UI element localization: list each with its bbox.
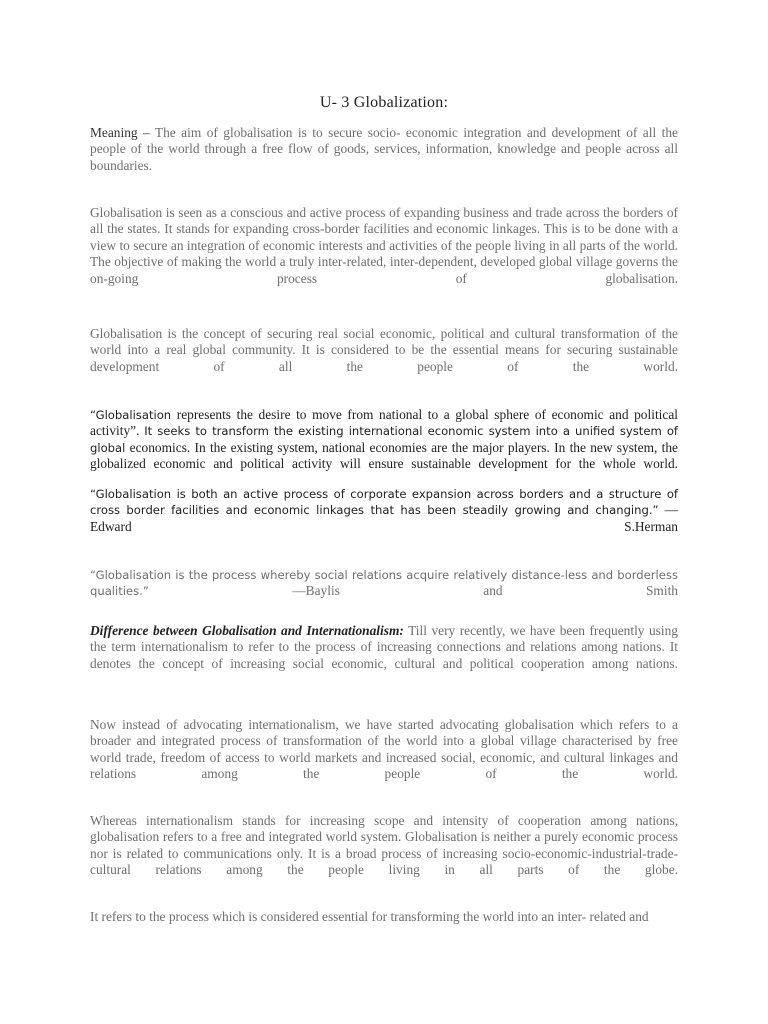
difference-heading: Difference between Globalisation and Internationalism: (90, 623, 404, 638)
quote-part-b: It seeks to transform the existing international economic system into a unified system of global (90, 424, 678, 455)
paragraph-baylis-quote (90, 567, 678, 616)
paragraph-transformation: Globalisation is the concept of securing real social economic, political and cultural transformation of the world into a real global community. It is considered to be the essential means for securing sustainable development of all the people of the world. (90, 326, 678, 374)
paragraph-advocating: Now instead of advocating internationalism, we have started advocating globalisation which refers to a broader and integrated process of transformation of the world into a global village characterised by free world trade, freedom of access to world markets and increased social, economic, and cultural linkages and relations among the people of the world. (90, 717, 678, 782)
paragraph-herman-quote (90, 486, 678, 552)
herman-quote: “Globalisation is both an active process of corporate expansion across borders and a structure of cross border facilities and economic linkages that has been steadily growing and changing.” (90, 487, 678, 518)
baylis-quote: “Globalisation is the process whereby social relations acquire relatively distance-less and borderless qualities.” (90, 568, 678, 599)
meaning-text: The aim of globalisation is to secure socio- economic integration and development of all the people of the world through a free flow of goods, services, information, knowledge and people across all boundaries. (90, 125, 678, 173)
quote-part-a: represents the desire to move from national to a global sphere of economic and political activity”. (90, 407, 678, 439)
paragraph-conscious-process: Globalisation is seen as a conscious and active process of expanding business and trade across the borders of all the states. It stands for expanding cross-border facilities and economic linkages. This is to be done with a view to secure an integration of economic interests and activities of the people living in all parts of the world. The objective of making the world a truly inter-related, inter-dependent, developed global village governs the on-going process of globalisation. (90, 205, 678, 286)
difference-text: Till very recently, we have been frequently using the term internationalism to refer to the process of increasing connections and relations among nations. It denotes the concept of increasing social economic, cultural and political cooperation among nations. (90, 623, 678, 671)
quote-part-c: economics. In the existing system, national economies are the major players. In the new system, the globalized economic and political activity will ensure sustainable development for the whole world. (90, 439, 678, 472)
quote-open: “Globalisation (90, 408, 172, 422)
paragraph-meaning (90, 125, 678, 191)
page-title: U- 3 Globalization: (319, 94, 449, 111)
paragraph-difference (90, 623, 678, 689)
paragraph-refers: It refers to the process which is considered essential for transforming the world into an inter- related and (90, 909, 649, 924)
meaning-label: Meaning – (90, 125, 150, 140)
paragraph-whereas: Whereas internationalism stands for increasing scope and intensity of cooperation among nations, globalisation refers to a free and integrated world system. Globalisation is neither a purely economic process nor is related to communications only. It is a broad process of increasing socio-economic-industrial-trade-cultural relations among the people living in all parts of the globe. (90, 813, 678, 878)
herman-attribution: — Edward S.Herman (90, 502, 678, 534)
baylis-attribution: —Baylis and Smith (148, 583, 678, 599)
paragraph-desire-quote (90, 407, 678, 489)
